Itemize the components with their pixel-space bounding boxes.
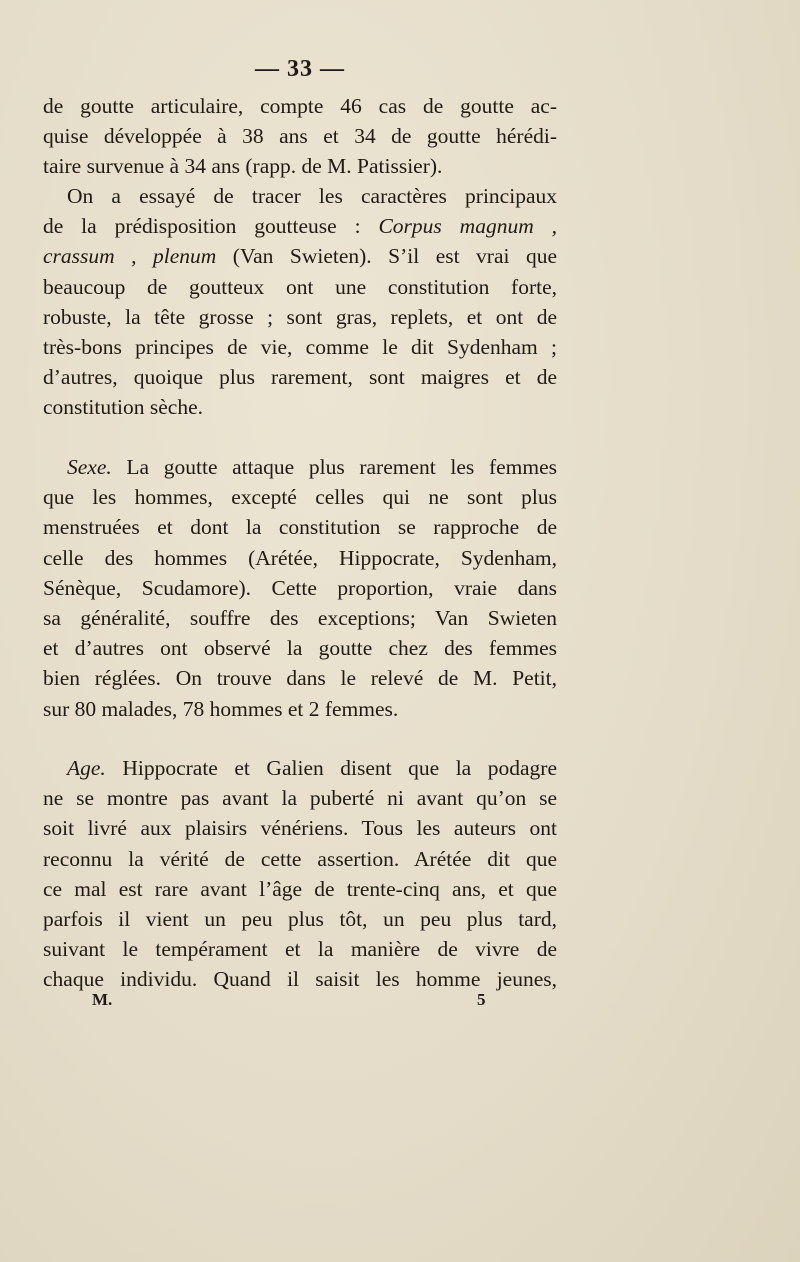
text-line: parfois il vient un peu plus tôt, un peu plus tard, bbox=[43, 907, 557, 932]
paragraph-sexe bbox=[43, 452, 557, 724]
text-line bbox=[43, 241, 557, 271]
text-line: taire survenue à 34 ans (rapp. de M. Patissier). bbox=[43, 154, 443, 179]
latin-phrase: Corpus magnum , bbox=[378, 214, 557, 239]
text-line: d’autres, quoique plus rarement, sont maigres et de bbox=[43, 365, 557, 390]
paragraph-age bbox=[43, 753, 557, 995]
text-line: celle des hommes (Arétée, Hippocrate, Sydenham, bbox=[43, 545, 557, 570]
text-line: soit livré aux plaisirs vénériens. Tous les auteurs ont bbox=[43, 816, 557, 841]
text-line: de goutte articulaire, compte 46 cas de goutte ac- bbox=[43, 94, 557, 118]
text-fragment: (Van Swieten). S’il est vrai que bbox=[232, 244, 558, 269]
latin-phrase: crassum , plenum bbox=[43, 244, 217, 269]
text-line: menstruées et dont la constitution se rapproche de bbox=[43, 515, 557, 540]
sheet-number: 5 bbox=[477, 990, 486, 1009]
text-line: que les hommes, excepté celles qui ne sont plus bbox=[43, 485, 557, 510]
text-fragment: La goutte attaque plus rarement les femmes bbox=[126, 455, 557, 479]
text-line bbox=[43, 452, 557, 482]
text-line: robuste, la tête grosse ; sont gras, replets, et ont de bbox=[43, 304, 557, 329]
text-line bbox=[43, 753, 557, 783]
text-fragment: de la prédisposition goutteuse : bbox=[43, 214, 361, 239]
text-line: reconnu la vérité de cette assertion. Arétée dit que bbox=[43, 846, 557, 871]
text-line: Sénèque, Scudamore). Cette proportion, vraie dans bbox=[43, 575, 557, 600]
text-line: très-bons principes de vie, comme le dit Sydenham ; bbox=[43, 335, 557, 360]
text-line: suivant le tempérament et la manière de vivre de bbox=[43, 937, 557, 962]
text-line: bien réglées. On trouve dans le relevé de M. Petit, bbox=[43, 666, 557, 691]
text-line: chaque individu. Quand il saisit les homme jeunes, bbox=[43, 967, 557, 992]
paragraph-predisposition bbox=[43, 181, 557, 423]
text-line bbox=[43, 211, 557, 241]
signature-mark: M. bbox=[92, 990, 113, 1009]
section-heading-age: Age. bbox=[67, 756, 106, 780]
page-number: — 33 — bbox=[255, 56, 345, 82]
text-line: constitution sèche. bbox=[43, 395, 204, 420]
text-line: ce mal est rare avant l’âge de trente-cinq ans, et que bbox=[43, 876, 557, 901]
text-line: quise développée à 38 ans et 34 de goutte hérédi- bbox=[43, 124, 557, 149]
section-heading-sexe: Sexe. bbox=[67, 455, 112, 479]
text-line: ne se montre pas avant la puberté ni avant qu’on se bbox=[43, 786, 557, 811]
text-line: sur 80 malades, 78 hommes et 2 femmes. bbox=[43, 696, 399, 721]
text-line: On a essayé de tracer les caractères principaux bbox=[67, 184, 557, 208]
page-footer bbox=[0, 990, 800, 1020]
text-line: et d’autres ont observé la goutte chez des femmes bbox=[43, 636, 557, 661]
paragraph-gout-cases bbox=[43, 91, 557, 182]
text-line: sa généralité, souffre des exceptions; Van Swieten bbox=[43, 606, 557, 631]
text-line: beaucoup de goutteux ont une constitution forte, bbox=[43, 274, 557, 299]
text-fragment: Hippocrate et Galien disent que la podagre bbox=[122, 756, 558, 780]
